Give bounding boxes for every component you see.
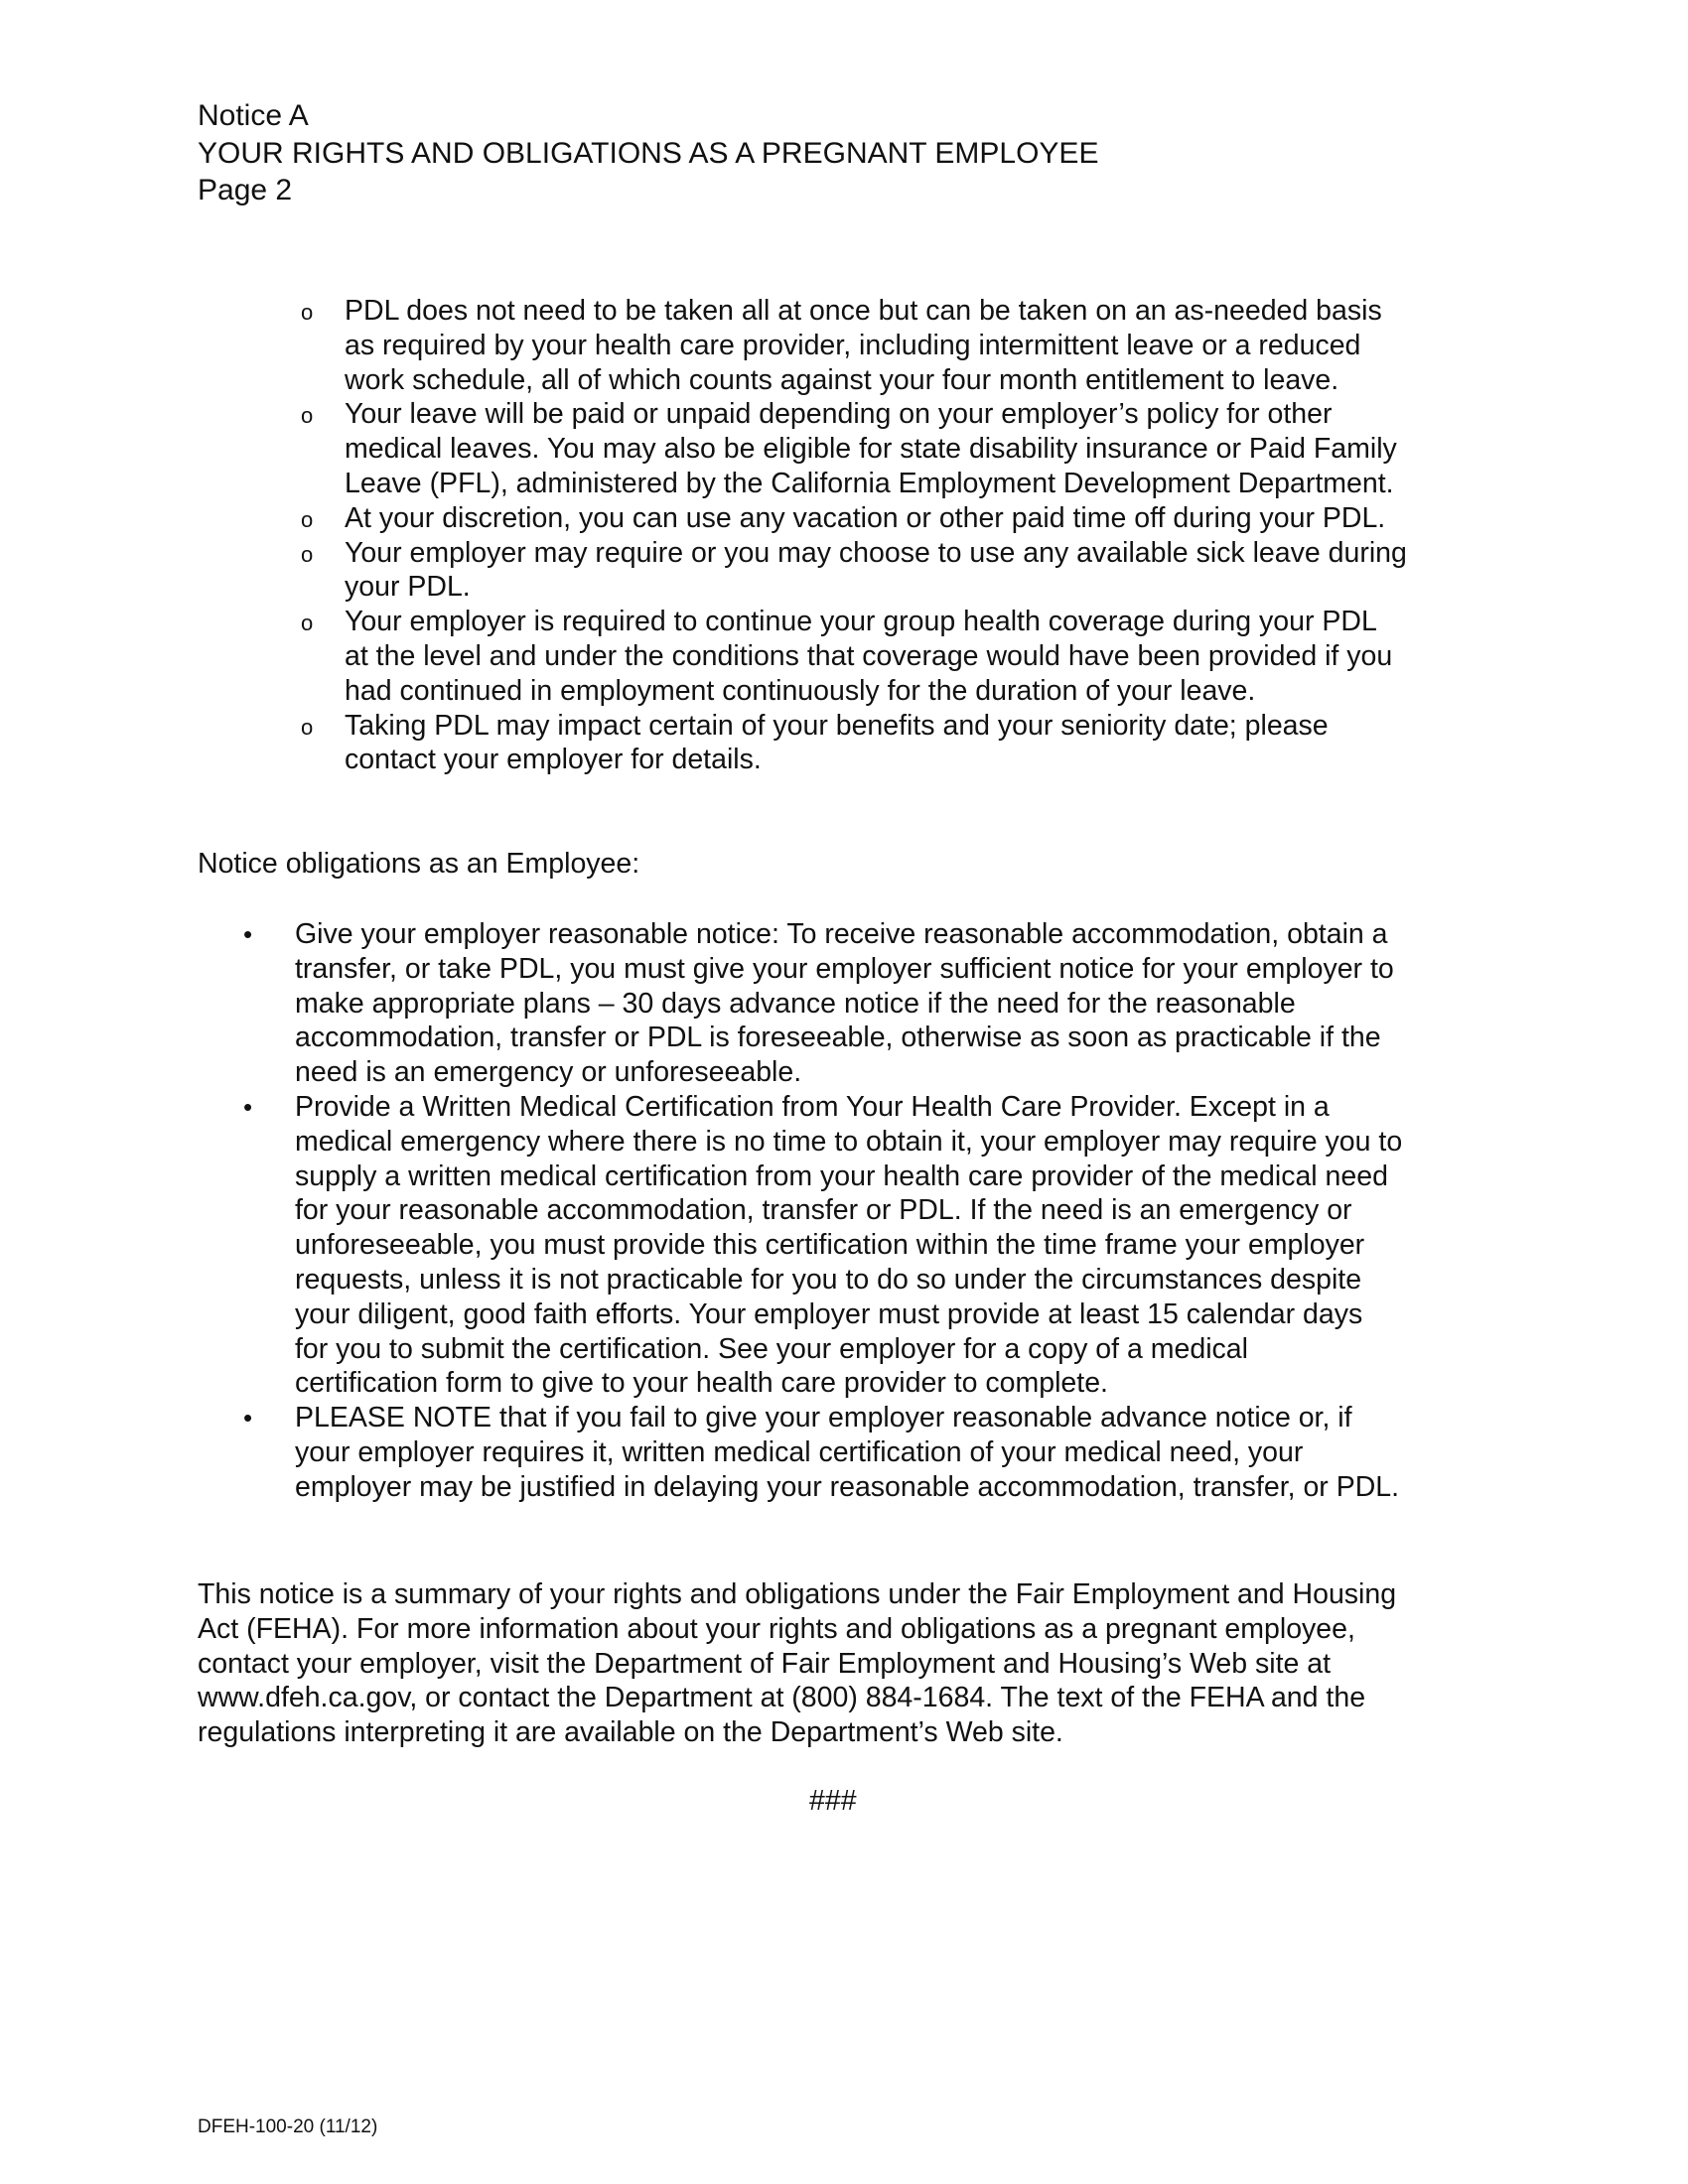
paragraph-line: Act (FEHA). For more information about your rights and obligations as a pregnant employee, (198, 1612, 1355, 1645)
list-item-text: accommodation, transfer or PDL is foreseeable, otherwise as soon as practicable if the (295, 1022, 1381, 1054)
list-item-text: Your leave will be paid or unpaid depending on your employer’s policy for other (345, 398, 1333, 431)
list-item-text: your employer requires it, written medical certification of your medical need, your (295, 1435, 1304, 1468)
list-item-text: make appropriate plans – 30 days advance notice if the need for the reasonable (295, 987, 1296, 1020)
list-item (301, 536, 1407, 606)
list-item-text: at the level and under the conditions that coverage would have been provided if you (345, 639, 1393, 672)
list-item (301, 501, 1407, 536)
page-title: YOUR RIGHTS AND OBLIGATIONS AS A PREGNANT EMPLOYEE (198, 136, 1099, 170)
list-item-text: need is an emergency or unforeseeable. (295, 1056, 802, 1089)
employee-obligations-list (241, 917, 1402, 1505)
list-item-text: employer may be justified in delaying your reasonable accommodation, transfer, or PDL. (295, 1470, 1400, 1503)
list-item (241, 1090, 1402, 1401)
paragraph-line: contact your employer, visit the Department of Fair Employment and Housing’s Web site at (198, 1647, 1332, 1680)
pdl-details-list (301, 294, 1407, 777)
list-item-text: work schedule, all of which counts against your four month entitlement to leave. (345, 363, 1339, 396)
list-item-text: At your discretion, you can use any vacation or other paid time off during your PDL. (345, 501, 1386, 534)
list-item-text: supply a written medical certification from your health care provider of the medical need (295, 1160, 1388, 1192)
list-item-text: requests, unless it is not practicable for you to do so under the circumstances despite (295, 1263, 1362, 1296)
page-number: Page 2 (198, 174, 293, 206)
list-item-text: unforeseeable, you must provide this certification within the time frame your employer (295, 1229, 1365, 1262)
list-item (241, 917, 1402, 1090)
list-item-text: medical leaves. You may also be eligible for state disability insurance or Paid Family (345, 433, 1397, 466)
hollow-bullet-icon: o (301, 506, 314, 532)
list-item-text: Provide a Written Medical Certification from Your Health Care Provider. Except in a (295, 1090, 1330, 1123)
list-item-text: transfer, or take PDL, you must give your employer sufficient notice for your employer to (295, 952, 1394, 985)
list-item-text: PDL does not need to be taken all at once but can be taken on an as-needed basis (345, 295, 1382, 327)
list-item-text: Give your employer reasonable notice: To receive reasonable accommodation, obtain a (295, 918, 1388, 950)
paragraph-line: This notice is a summary of your rights and obligations under the Fair Employment and Housing (198, 1578, 1397, 1610)
list-item-text: had continued in employment continuously for the duration of your leave. (345, 674, 1256, 707)
list-item-text: Taking PDL may impact certain of your benefits and your seniority date; please (345, 709, 1329, 742)
paragraph-line: www.dfeh.ca.gov, or contact the Department at (800) 884-1684. The text of the FEHA and the (198, 1682, 1366, 1714)
section-heading: Notice obligations as an Employee: (198, 848, 640, 880)
list-item-text: for your reasonable accommodation, transfer or PDL. If the need is an emergency or (295, 1194, 1352, 1227)
bullet-icon: • (243, 1091, 253, 1122)
paragraph-line: regulations interpreting it are available on the Department’s Web site. (198, 1716, 1063, 1749)
end-of-document-mark: ### (809, 1785, 857, 1817)
summary-paragraph (198, 1577, 1396, 1750)
list-item (301, 294, 1407, 397)
notice-label: Notice A (198, 99, 309, 132)
list-item-text: certification form to give to your health care provider to complete. (295, 1367, 1108, 1400)
list-item (241, 1401, 1402, 1504)
list-item (301, 709, 1407, 778)
list-item-text: Your employer may require or you may choose to use any available sick leave during (345, 536, 1407, 569)
list-item-text: your diligent, good faith efforts. Your employer must provide at least 15 calendar days (295, 1297, 1363, 1330)
list-item-text: Your employer is required to continue your group health coverage during your PDL (345, 606, 1377, 638)
document-header (198, 97, 1098, 209)
list-item-text: PLEASE NOTE that if you fail to give your employer reasonable advance notice or, if (295, 1402, 1352, 1434)
list-item-text: your PDL. (345, 571, 471, 604)
hollow-bullet-icon: o (301, 541, 314, 567)
bullet-icon: • (243, 919, 253, 949)
list-item-text: medical emergency where there is no time to obtain it, your employer may require you to (295, 1125, 1403, 1158)
bullet-icon: • (243, 1403, 253, 1433)
list-item-text: Leave (PFL), administered by the California Employment Development Department. (345, 467, 1394, 499)
list-item-text: for you to submit the certification. See your employer for a copy of a medical (295, 1332, 1248, 1365)
list-item-text: as required by your health care provider, including intermittent leave or a reduced (345, 329, 1361, 361)
form-id-footer: DFEH-100-20 (11/12) (198, 2116, 378, 2137)
list-item (301, 605, 1407, 708)
list-item (301, 397, 1407, 500)
list-item-text: contact your employer for details. (345, 744, 762, 776)
hollow-bullet-icon: o (301, 714, 314, 740)
hollow-bullet-icon: o (301, 300, 314, 325)
hollow-bullet-icon: o (301, 611, 314, 636)
hollow-bullet-icon: o (301, 403, 314, 429)
